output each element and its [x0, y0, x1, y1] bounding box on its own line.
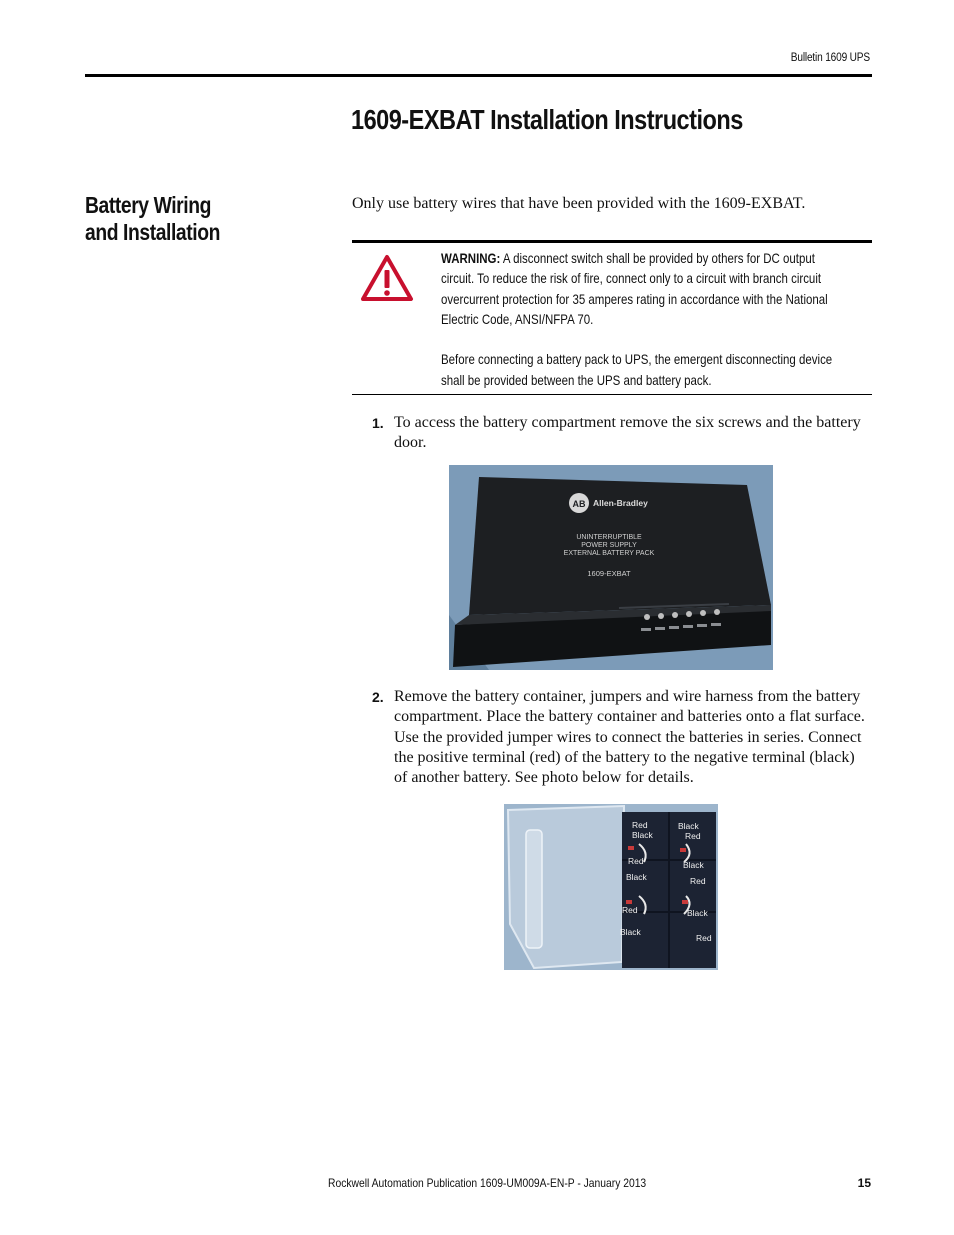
- warning-triangle-icon: [360, 254, 414, 302]
- battery-pack-photo: [449, 465, 773, 670]
- header-rule: [85, 74, 872, 77]
- wire-label: Red: [622, 905, 638, 915]
- intro-text: Only use battery wires that have been provided with the 1609-EXBAT.: [352, 195, 806, 212]
- running-header: Bulletin 1609 UPS: [790, 52, 870, 64]
- label-line-1: UNINTERRUPTIBLE: [576, 534, 642, 541]
- label-line-2: POWER SUPPLY: [581, 542, 637, 549]
- wire-label: Black: [687, 908, 708, 918]
- wire-label: Black: [678, 821, 699, 831]
- warning-paragraph-1: [441, 248, 835, 329]
- battery-wiring-photo: [504, 804, 718, 970]
- brand-logo: AB: [572, 499, 586, 509]
- section-title: [85, 192, 253, 246]
- step-1: [372, 413, 872, 454]
- wire-label: Red: [685, 831, 701, 841]
- warning-paragraph-2: Before connecting a battery pack to UPS, the emergent disconnecting device shall be provided between the UPS and battery pack.: [441, 351, 833, 388]
- step-2: [372, 687, 872, 788]
- step-text: To access the battery compartment remove the six screws and the battery door.: [394, 414, 861, 452]
- wire-label: Red: [696, 933, 712, 943]
- step-number: 1.: [372, 415, 384, 431]
- warning-box: [352, 240, 872, 395]
- section-title-line2: and Installation: [85, 219, 220, 245]
- warning-text: [441, 248, 835, 390]
- wire-label: Red: [690, 876, 706, 886]
- model-label: 1609-EXBAT: [587, 569, 631, 578]
- page-title: 1609-EXBAT Installation Instructions: [351, 104, 743, 135]
- wire-label: Red: [632, 820, 648, 830]
- section-title-line1: Battery Wiring: [85, 192, 211, 218]
- brand-name: Allen-Bradley: [593, 498, 648, 508]
- wire-label: Red: [628, 856, 644, 866]
- wire-label: Black: [683, 860, 704, 870]
- step-text: Remove the battery container, jumpers and wire harness from the battery compartment. Place the battery container and batteries onto a flat surface. Use the provided jumper wires to connect the batteries in series. Connect the positive terminal (red) of the battery to the negative terminal (black) of another battery. See photo below for details.: [394, 688, 865, 787]
- step-number: 2.: [372, 689, 384, 705]
- footer-publication: Rockwell Automation Publication 1609-UM009A-EN-P - January 2013: [328, 1176, 647, 1190]
- page-number: 15: [857, 1176, 871, 1190]
- warning-label: WARNING:: [441, 250, 501, 266]
- warning-text-1: A disconnect switch shall be provided by others for DC output circuit. To reduce the risk of fire, connect only to a circuit with branch circuit overcurrent protection for 35 amperes rating in accordance with the National Electric Code, ANSI/NFPA 70.: [441, 250, 828, 327]
- wire-label: Black: [620, 927, 641, 937]
- wire-label: Black: [626, 872, 647, 882]
- label-line-3: EXTERNAL BATTERY PACK: [563, 550, 655, 557]
- wire-label: Black: [632, 830, 653, 840]
